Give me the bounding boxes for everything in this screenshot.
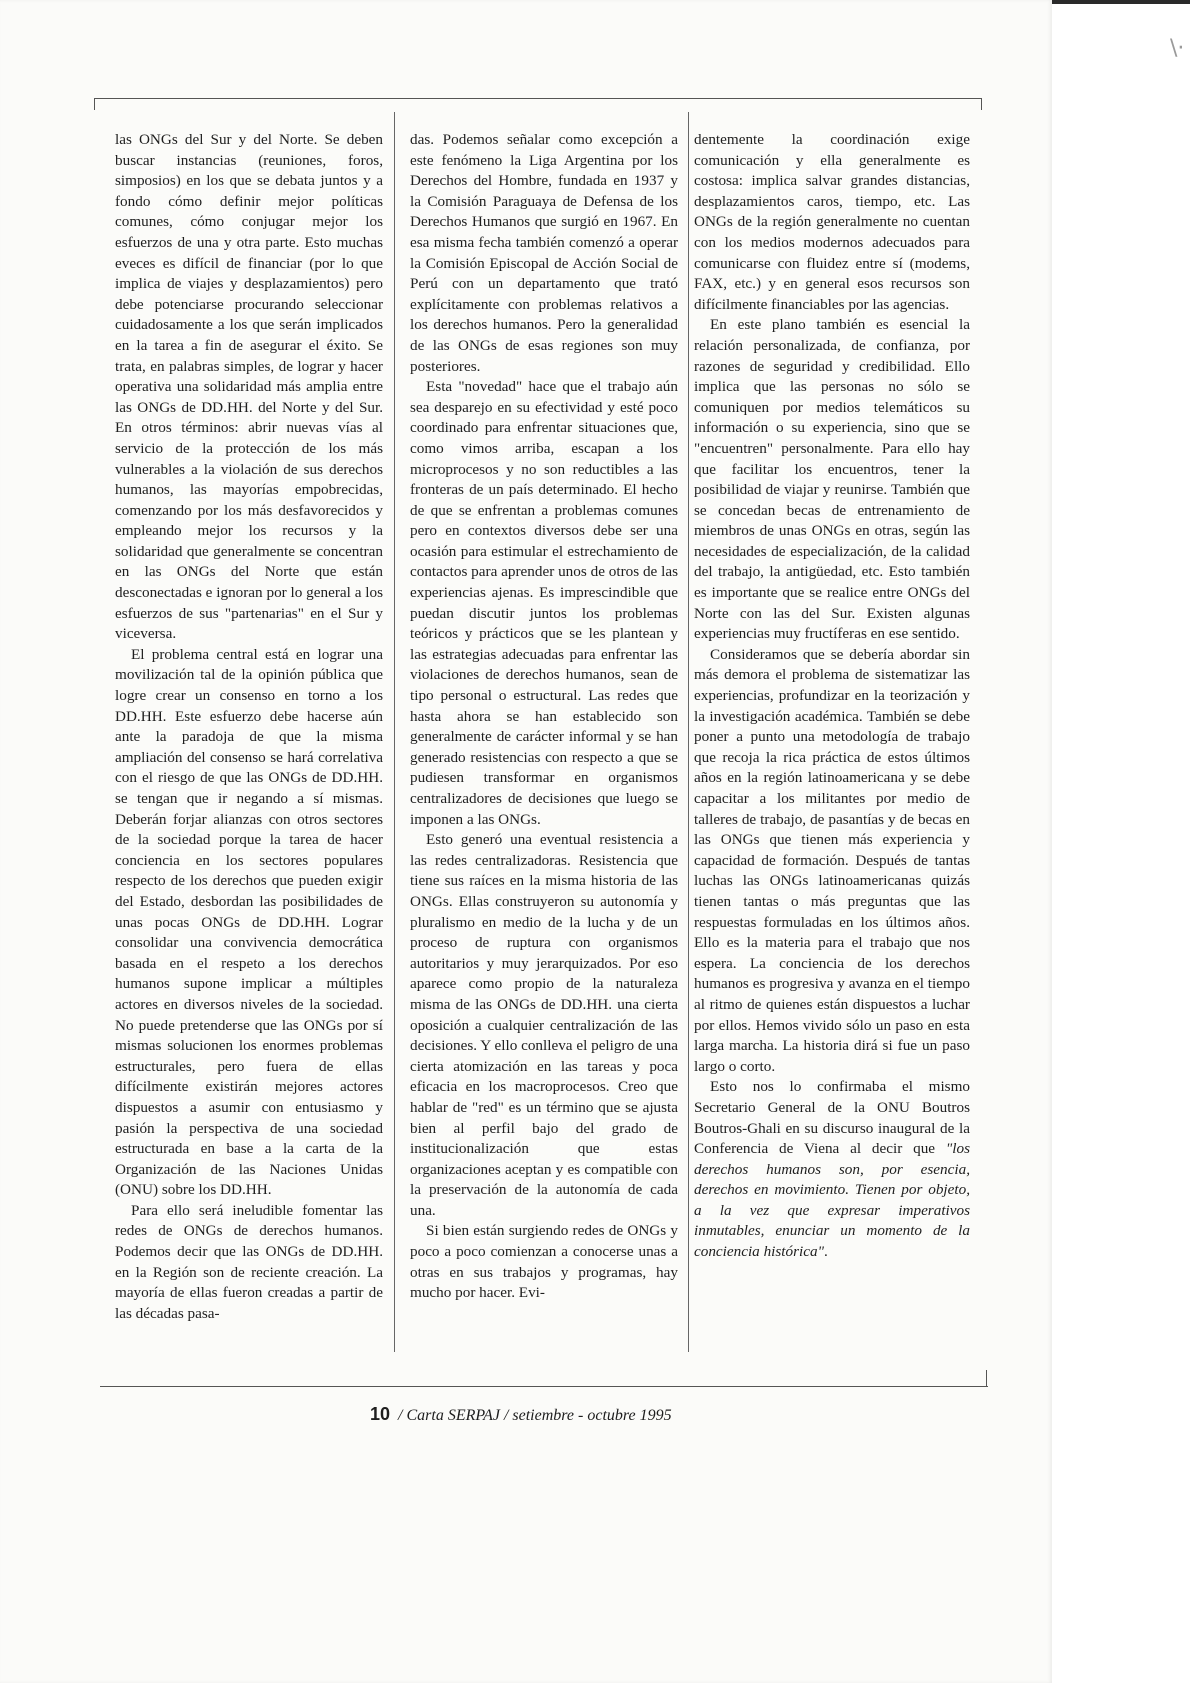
page-footer — [370, 1404, 870, 1425]
paragraph: Si bien están surgiendo redes de ONGs y poco a poco comienzan a conocerse unas a otras en sus trabajos y programas, hay mucho por hacer. Evi- — [410, 1222, 678, 1302]
paragraph: las ONGs del Sur y del Norte. Se deben buscar instancias (reuniones, foros, simposios) en los que se debata juntos y a fondo cómo definir mejor políticas comunes, cómo conjugar mejor los esfuerzos de una y otra parte. Esto muchas eveces es difícil de financiar (por lo que implica de viajes y desplazamientos) pero debe potenciarse procurando seleccionar cuidadosamente a los que serán implicados en la tarea a fin de asegurar el éxito. Se trata, en palabras simples, de lograr y hacer operativa una solidaridad más amplia entre las ONGs de DD.HH. del Norte y del Sur. En otros términos: abrir nuevas vías al servicio de la protección de los más vulnerables a la violación de sus derechos humanos, las mayorías empobrecidas, comenzando por los más desfavorecidos y empleando mejor los recursos y la solidaridad que generalmente se concentran en las ONGs del Norte que están desconectadas e ignoran por lo general a los esfuerzos de sus "partenarias" en el Sur y viceversa. — [115, 131, 383, 643]
frame-top-rule — [94, 98, 982, 99]
paragraph: El problema central está en lograr una movilización tal de la opinión pública que logre crear un consenso en torno a los DD.HH. Este esfuerzo debe hacerse aún ante la paradoja de que la misma ampliación del consenso se hará correlativa con el riesgo de que las ONGs de DD.HH. se tengan que ir negando a sí mismas. Deberán forjar alianzas con otros sectores de la sociedad porque la tarea de hacer conciencia en los sectores populares respecto de los derechos que pueden exigir del Estado, desbordan las posibilidades de unas pocas ONGs de DD.HH. Lograr consolidar una convivencia democrática basada en el respeto a los derechos humanos supone implicar a múltiples actores en diversos niveles de la sociedad. No puede pretenderse que las ONGs por sí mismas solucionen los enormes problemas estructurales, pero fuera de ellas difícilmente existirán mejores actores dispuestos a asumir con entusiasmo y pasión la perspectiva de una sociedad estructurada en base a la carta de la Organización de las Naciones Unidas (ONU) sobre los DD.HH. — [115, 645, 383, 1199]
text-column-1 — [115, 130, 383, 1324]
paragraph: dentemente la coordinación exige comunicación y ella generalmente es costosa: implica salvar grandes distancias, desplazamientos caros, tiempo, etc. Las ONGs de la región generalmente no cuentan con los medios modernos adecuados para comunicarse con fluidez entre sí (modems, FAX, etc.) y en general esos recursos son difícilmente financiables por las agencias. — [694, 131, 970, 313]
paragraph-with-quote — [694, 1077, 970, 1262]
paragraph: Consideramos que se debería abordar sin más demora el problema de sistematizar las experiencias, profundizar en la teorización y la investigación académica. También se debe poner a punto una metodología de trabajo que recoja la rica práctica de estos últimos años en la región latinoamericana y se debe capacitar a los militantes por medio de talleres de trabajo, de pasantías y de becas en las ONGs que tienen más experiencia y capacidad de formación. Después de tantas luchas las ONGs latinoamericanas quizás tienen tantas o más preguntas que las respuestas formuladas en los últimos años. Ello es la materia para el trabajo que nos espera. La conciencia de los derechos humanos es progresiva y avanza en el tiempo al ritmo de quienes están dispuestos a luchar por ellos. Hemos vivido sólo un paso en esta larga marcha. La historia dirá si fue un paso largo o corto. — [694, 645, 970, 1075]
paragraph: Esto generó una eventual resistencia a las redes centralizadoras. Resistencia que tiene sus raíces en la misma historia de las ONGs. Ellas construyeron su autonomía y pluralismo en medio de la lucha y de un proceso de ruptura con organismos autoritarios y muy jerarquizados. Por eso aparece como propio de la naturaleza misma de las ONGs de DD.HH. una cierta oposición a cualquier centralización de las decisiones. Y ello conlleva el peligro de una cierta atomización en las tareas y poca eficacia en los macroprocesos. Creo que hablar de "red" es un término que se ajusta bien al perfil bajo del grado de institucionalización que estas organizaciones aceptan y es compatible con la preservación de la autonomía de cada una. — [410, 831, 678, 1219]
scan-edge-strip — [1052, 0, 1190, 4]
scan-margin — [1052, 0, 1190, 1683]
text-column-2 — [410, 130, 678, 1304]
paragraph: das. Podemos señalar como excepción a este fenómeno la Liga Argentina por los Derechos del Hombre, fundada en 1937 y la Comisión Paraguaya de Defensa de los Derechos Humanos que surgió en 1967. En esa misma fecha también comenzó a operar la Comisión Episcopal de Acción Social de Perú con un departamento que trató explícitamente con problemas relativos a los derechos humanos. Pero la generalidad de las ONGs de esas regiones son muy posteriores. — [410, 131, 678, 375]
frame-right-bottom-tick — [986, 1370, 987, 1386]
paragraph: Para ello será ineludible fomentar las redes de ONGs de derechos humanos. Podemos decir que las ONGs de DD.HH. en la Región son de reciente creación. La mayoría de ellas fueron creadas a partir de las décadas pasa- — [115, 1201, 383, 1322]
frame-left-tick — [94, 98, 95, 110]
paragraph: Esta "novedad" hace que el trabajo aún sea desparejo en su efectividad y esté poco coordinado para enfrentar situaciones que, como vimos arriba, escapan a los microprocesos y no son reductibles a las fronteras de un país determinado. El hecho de que se enfrentan a problemas comunes pero en contextos diversos debe ser una ocasión para estimular el estrechamiento de contactos para aprender unos de otros de las experiencias ajenas. Es imprescindible que puedan discutir juntos los problemas teóricos y prácticos que se les plantean y las estrategias adecuadas para enfrentar las violaciones de derechos humanos, sean de tipo personal o estructural. Las redes que hasta ahora se han establecido son generalmente de carácter informal y se han generado resistencias con respecto a que se pudiesen transformar en organismos centralizadores de decisiones que luego se imponen a las ONGs. — [410, 378, 678, 828]
frame-bottom-rule — [100, 1386, 988, 1387]
page-number: 10 — [370, 1404, 391, 1424]
column-divider-1 — [394, 112, 395, 1352]
paragraph-text: Esto nos lo confirmaba el mismo Secretario General de la ONU Boutros Boutros-Ghali en su discurso inaugural de la Conferencia de Viena al decir que — [694, 1078, 970, 1158]
margin-mark: \· — [1170, 36, 1185, 61]
text-column-3 — [694, 130, 970, 1263]
quotation: "los derechos humanos son, por esencia, derechos en movimiento. Tienen por objeto, a la vez que expresar imperativos inmutables, enunciar un momento de la conciencia histórica" — [694, 1140, 970, 1261]
column-divider-2 — [688, 112, 689, 1352]
frame-right-tick — [981, 98, 982, 110]
paragraph: En este plano también es esencial la relación personalizada, de confianza, por razones de seguridad y credibilidad. Ello implica que las personas no sólo se comuniquen por medios telemáticos su información o su experiencia, sino que se "encuentren" personalmente. Para ello hay que facilitar los encuentros, tener la posibilidad de viajar y reunirse. También que se concedan becas de entrenamiento de miembros de unas ONGs en otras, según las necesidades de especialización, de la calidad del trabajo, la antigüedad, etc. Esto también es importante que se realice entre ONGs del Norte con las del Sur. Existen algunas experiencias muy fructíferas en ese sentido. — [694, 316, 970, 643]
quote-end: . — [823, 1243, 828, 1261]
publication-line: / Carta SERPAJ / setiembre - octubre 1995 — [398, 1407, 672, 1424]
